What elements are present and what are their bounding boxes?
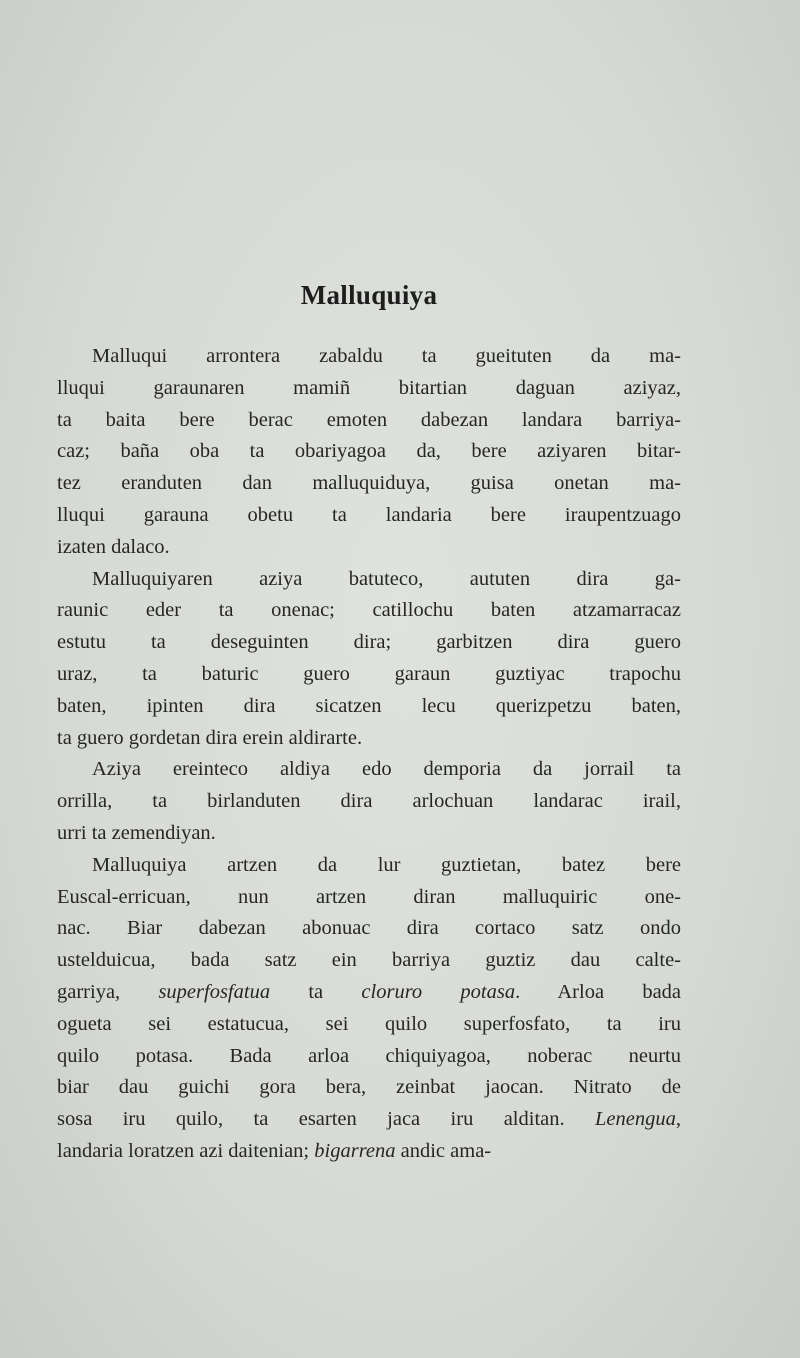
text-segment: . Arloa bada — [515, 980, 682, 1003]
text-line — [57, 913, 681, 945]
text-line — [57, 1136, 681, 1168]
text-line — [57, 373, 681, 405]
text-segment: uraz, ta baturic guero garaun guztiyac trapochu — [57, 662, 681, 685]
text-line — [57, 627, 681, 659]
text-segment: lluqui garauna obetu ta landaria bere iraupentzuago — [57, 503, 681, 526]
text-segment: sosa iru quilo, ta esarten jaca iru alditan. — [57, 1108, 596, 1131]
text-line — [57, 1104, 681, 1136]
text-segment: quilo potasa. Bada arloa chiquiyagoa, noberac neurtu — [57, 1044, 681, 1067]
text-segment: landaria loratzen azi daitenian; — [57, 1139, 315, 1162]
italic-term: Lenengua — [595, 1108, 676, 1131]
text-line — [57, 723, 681, 755]
text-segment: tez eranduten dan malluquiduya, guisa onetan ma- — [57, 472, 681, 495]
text-line — [57, 754, 681, 786]
text-line — [57, 1009, 681, 1041]
text-line — [57, 468, 681, 500]
italic-term: superfosfatua — [158, 980, 271, 1003]
text-line — [57, 564, 681, 596]
text-segment: Malluquiya artzen da lur guztietan, batez bere — [92, 853, 681, 876]
text-line — [57, 436, 681, 468]
text-segment: Aziya ereinteco aldiya edo demporia da jorrail ta — [92, 758, 681, 781]
text-segment: biar dau guichi gora bera, zeinbat jaocan. Nitrato de — [57, 1076, 681, 1099]
body-text — [57, 341, 681, 1168]
text-segment: orrilla, ta birlanduten dira arlochuan landarac irail, — [57, 790, 681, 813]
text-line — [57, 405, 681, 437]
text-line — [57, 341, 681, 373]
text-segment: raunic eder ta onenac; catillochu baten atzamarracaz — [57, 599, 681, 622]
text-line — [57, 500, 681, 532]
text-segment: ta — [270, 980, 362, 1003]
text-segment: garriya, — [57, 980, 159, 1003]
text-line — [57, 977, 681, 1009]
text-segment: ogueta sei estatucua, sei quilo superfosfato, ta iru — [57, 1012, 681, 1035]
text-segment: ustelduicua, bada satz ein barriya guztiz dau calte- — [57, 949, 681, 972]
text-line — [57, 595, 681, 627]
text-segment: lluqui garaunaren mamiñ bitartian daguan aziyaz, — [57, 376, 681, 399]
text-line — [57, 818, 681, 850]
italic-term: cloruro potasa — [361, 980, 516, 1003]
text-line — [57, 659, 681, 691]
text-segment: izaten dalaco. — [57, 535, 170, 558]
text-line — [57, 882, 681, 914]
text-segment: Euscal-erricuan, nun artzen diran malluquiric one- — [57, 885, 681, 908]
text-segment: baten, ipinten dira sicatzen lecu querizpetzu baten, — [57, 694, 681, 717]
text-segment: caz; baña oba ta obariyagoa da, bere aziyaren bitar- — [57, 440, 681, 463]
text-line — [57, 1041, 681, 1073]
text-segment: urri ta zemendiyan. — [57, 821, 216, 844]
page-title: Malluquiya — [300, 280, 438, 310]
text-segment: Malluqui arrontera zabaldu ta gueituten da ma- — [92, 345, 681, 367]
text-segment: andic ama- — [395, 1139, 492, 1162]
text-segment: , — [675, 1108, 681, 1131]
text-line — [57, 786, 681, 818]
text-line — [57, 691, 681, 723]
text-segment: Malluquiyaren aziya batuteco, aututen dira ga- — [92, 567, 681, 590]
text-segment: nac. Biar dabezan abonuac dira cortaco satz ondo — [57, 917, 681, 940]
text-segment: ta guero gordetan dira erein aldirarte. — [57, 726, 363, 749]
text-line — [57, 1072, 681, 1104]
text-segment: estutu ta deseguinten dira; garbitzen dira guero — [57, 631, 681, 654]
text-line — [57, 850, 681, 882]
text-line — [57, 945, 681, 977]
italic-term: bigarrena — [314, 1139, 396, 1162]
text-line — [57, 532, 681, 564]
text-segment: ta baita bere berac emoten dabezan landara barriya- — [57, 408, 681, 431]
